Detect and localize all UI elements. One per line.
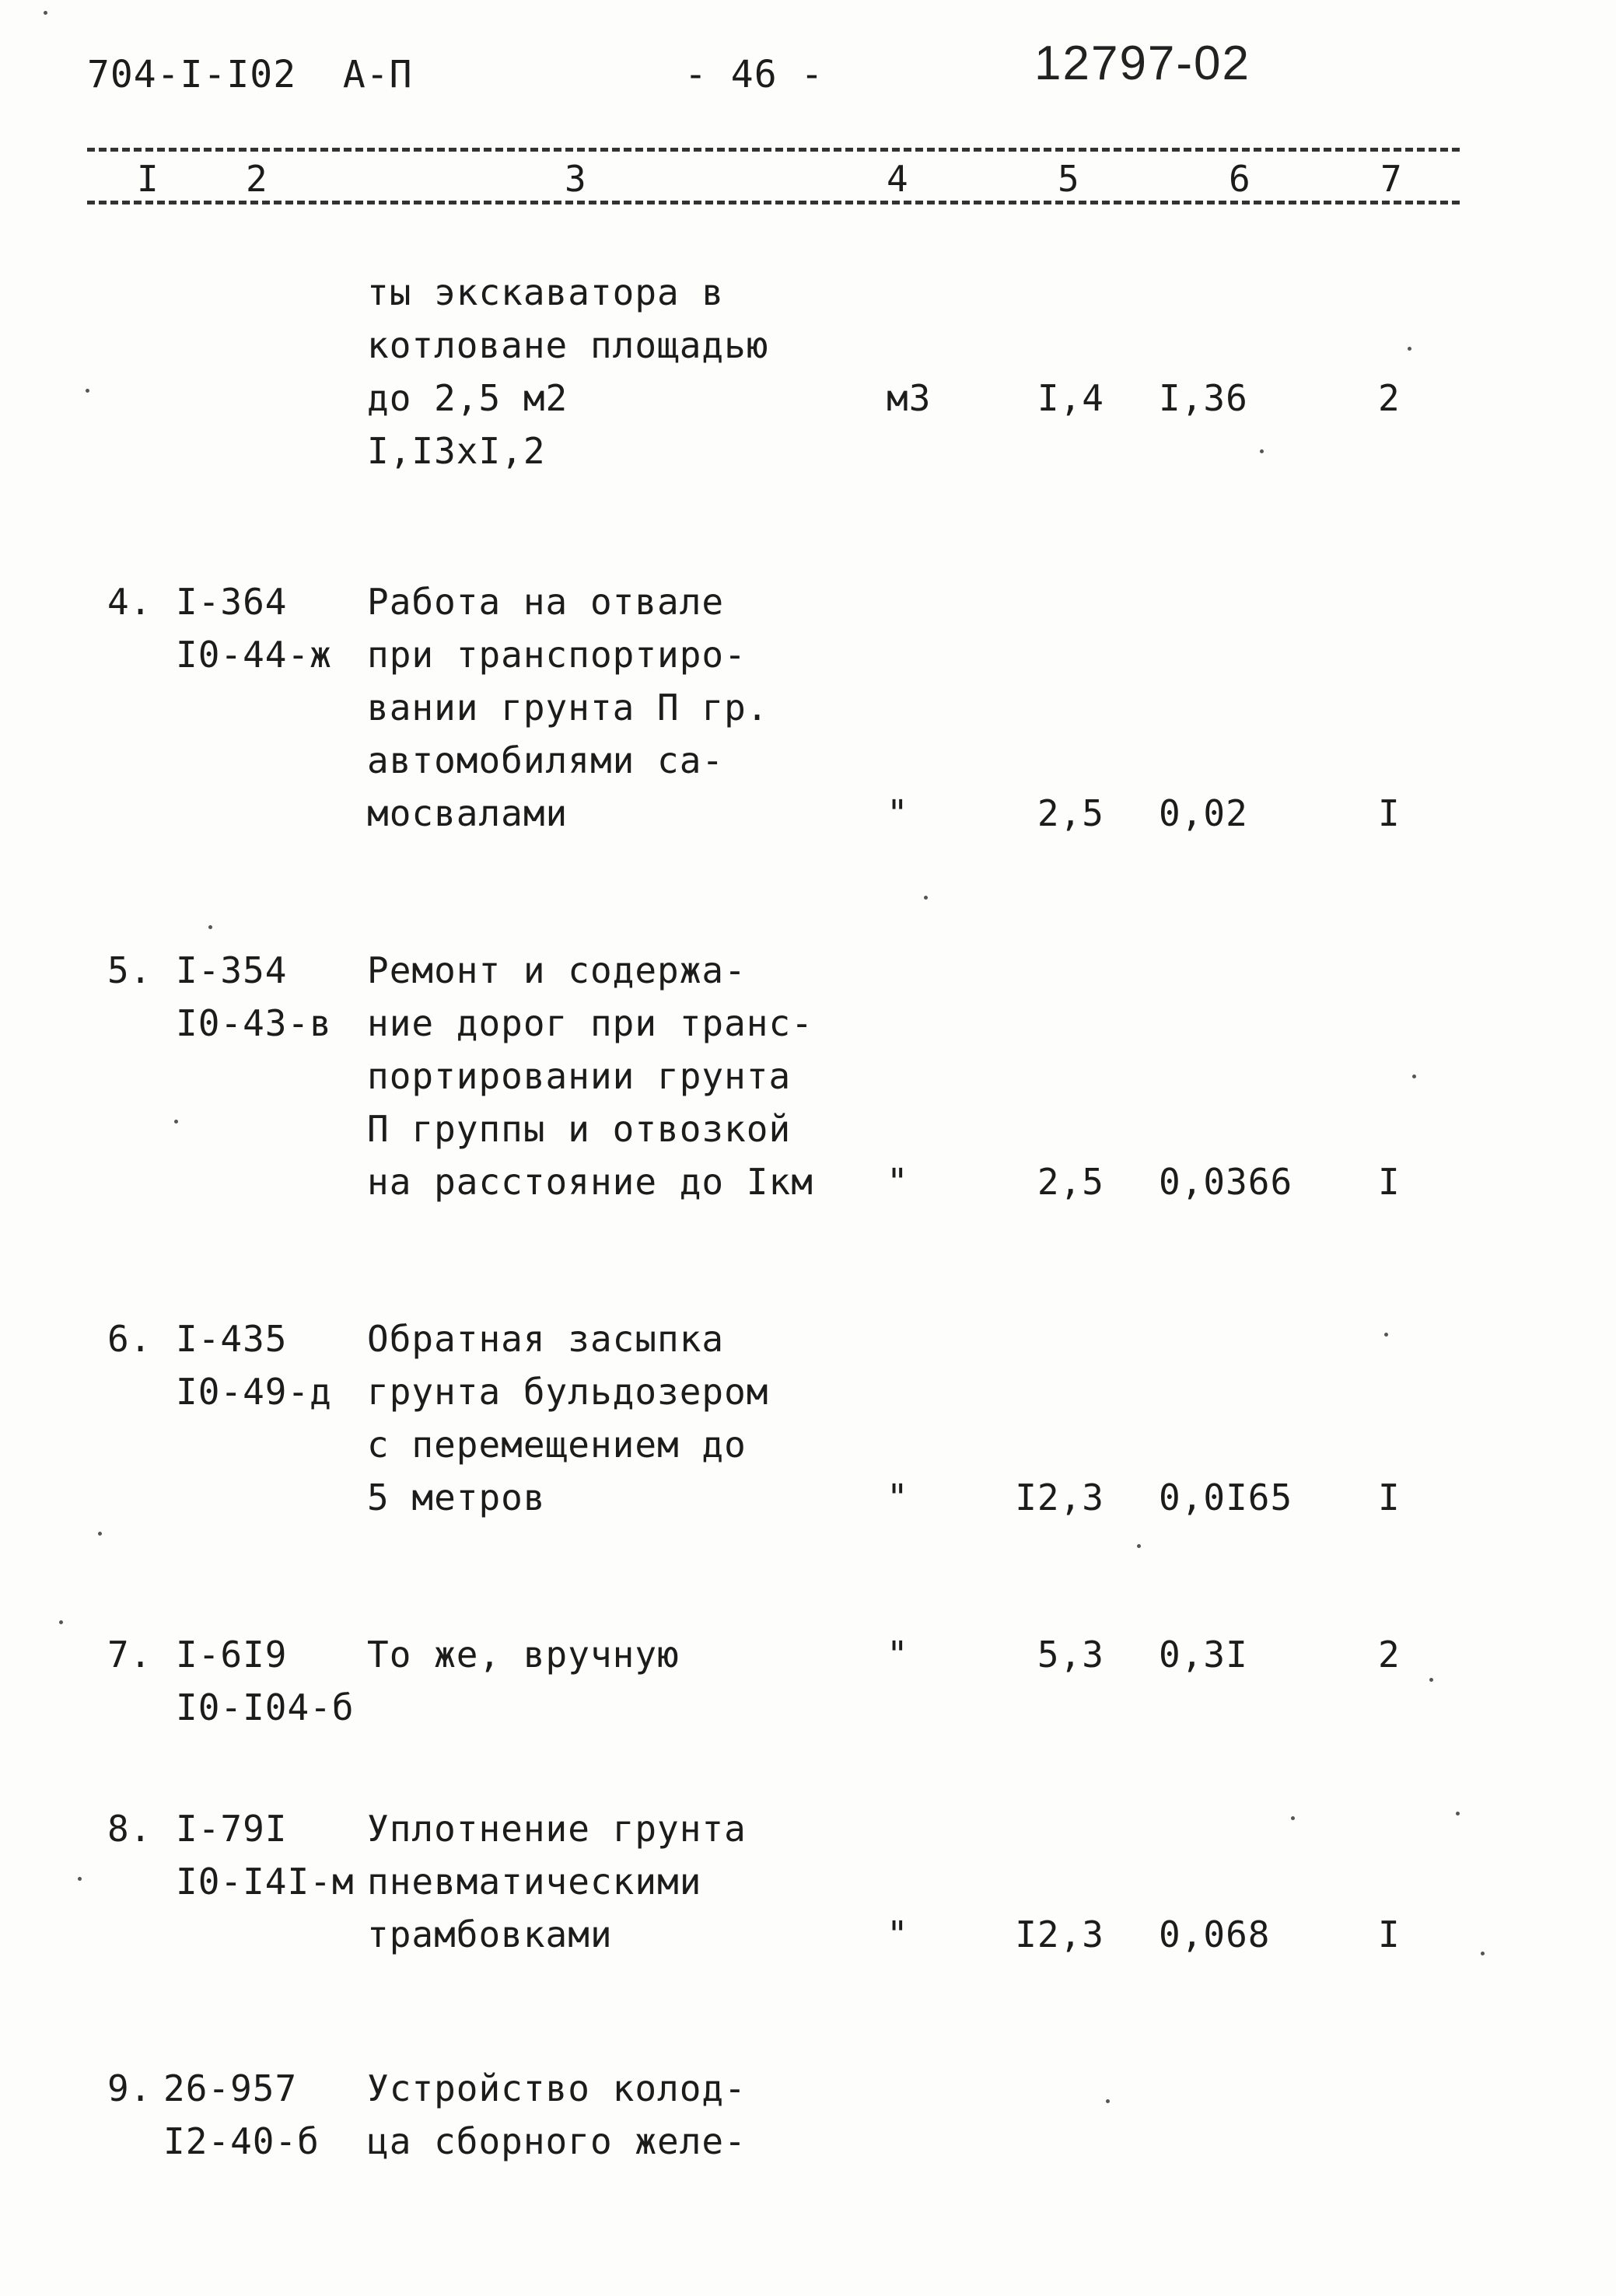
column-number-4: 4 — [887, 158, 909, 200]
header-rule-bottom — [87, 201, 1460, 204]
row-index: 9. — [107, 2067, 152, 2109]
column-number-6: 6 — [1229, 158, 1251, 200]
scan-speck — [1408, 347, 1411, 351]
row-description-line: 5 метров — [367, 1476, 546, 1518]
row-code-primary: I-354 — [176, 949, 288, 991]
scan-speck — [98, 1532, 102, 1536]
row-code-primary: I-79I — [176, 1808, 288, 1850]
stamp-number: 12797-02 — [1034, 37, 1251, 90]
column-number-1: I — [137, 158, 159, 200]
row-unit: " — [887, 1476, 909, 1518]
row-category: I — [1378, 1913, 1401, 1955]
row-index: 8. — [107, 1808, 152, 1850]
row-quantity: I2,3 — [1015, 1476, 1104, 1518]
row-category: 2 — [1378, 377, 1401, 419]
row-description-line: портировании грунта — [367, 1055, 792, 1097]
row-coefficient: 0,0I65 — [1159, 1476, 1293, 1518]
header-rule-top — [87, 148, 1460, 152]
scan-speck — [1384, 1333, 1388, 1337]
row-description-line: котловане площадью — [367, 324, 769, 366]
row-coefficient: 0,0366 — [1159, 1161, 1293, 1203]
row-description-line: ние дорог при транс- — [367, 1002, 813, 1044]
column-number-2: 2 — [246, 158, 268, 200]
row-description-line: I,I3xI,2 — [367, 430, 546, 472]
row-quantity: 5,3 — [1037, 1634, 1104, 1676]
row-category: 2 — [1378, 1634, 1401, 1676]
column-number-3: 3 — [565, 158, 587, 200]
row-code-primary: I-364 — [176, 581, 288, 623]
row-description-line: Обратная засыпка — [367, 1318, 725, 1360]
row-category: I — [1378, 792, 1401, 834]
row-coefficient: I,36 — [1159, 377, 1248, 419]
scan-speck — [1412, 1075, 1416, 1078]
row-code-secondary: I0-43-в — [176, 1002, 332, 1044]
row-category: I — [1378, 1476, 1401, 1518]
scan-speck — [1137, 1544, 1141, 1548]
scan-speck — [1260, 449, 1264, 453]
scan-speck — [44, 11, 47, 15]
scan-speck — [59, 1620, 63, 1624]
scan-speck — [1456, 1812, 1460, 1815]
row-coefficient: 0,068 — [1159, 1913, 1271, 1955]
row-description-line: на расстояние до Iкм — [367, 1161, 813, 1203]
scan-speck — [924, 896, 928, 900]
page-number: - 46 - — [684, 53, 824, 96]
row-description-line: при транспортиро- — [367, 634, 747, 676]
row-index: 4. — [107, 581, 152, 623]
row-description-line: автомобилями са- — [367, 739, 725, 781]
row-description-line: до 2,5 м2 — [367, 377, 568, 419]
row-description-line: трамбовками — [367, 1913, 613, 1955]
row-description-line: ты экскаватора в — [367, 271, 725, 313]
row-code-secondary: I0-49-д — [176, 1371, 332, 1413]
row-category: I — [1378, 1161, 1401, 1203]
row-unit: " — [887, 1161, 909, 1203]
row-description-line: вании грунта П гр. — [367, 687, 769, 729]
row-code-secondary: I0-44-ж — [176, 634, 332, 676]
column-number-7: 7 — [1380, 158, 1403, 200]
row-description-line: пневматическими — [367, 1861, 702, 1903]
row-code-secondary: I0-I4I-м — [176, 1861, 355, 1903]
row-description-line: Уплотнение грунта — [367, 1808, 747, 1850]
scan-speck — [1106, 2099, 1110, 2103]
row-unit: " — [887, 1634, 909, 1676]
row-description-line: То же, вручную — [367, 1634, 680, 1676]
row-description-line: Ремонт и содержа- — [367, 949, 747, 991]
scan-speck — [1481, 1952, 1485, 1955]
row-description-line: Работа на отвале — [367, 581, 725, 623]
scan-speck — [174, 1120, 178, 1124]
scan-speck — [78, 1877, 82, 1881]
row-quantity: 2,5 — [1037, 792, 1104, 834]
row-code-secondary: I0-I04-б — [176, 1686, 355, 1728]
scan-speck — [1429, 1678, 1433, 1682]
row-unit: " — [887, 792, 909, 834]
row-description-line: ца сборного желе- — [367, 2120, 747, 2162]
row-description-line: мосвалами — [367, 792, 568, 834]
row-quantity: I,4 — [1037, 377, 1104, 419]
row-index: 7. — [107, 1634, 152, 1676]
document-code: 704-I-I02 А-П — [87, 53, 413, 96]
scan-speck — [1291, 1816, 1295, 1820]
row-description-line: П группы и отвозкой — [367, 1108, 792, 1150]
scan-speck — [208, 925, 212, 929]
row-index: 6. — [107, 1318, 152, 1360]
row-description-line: грунта бульдозером — [367, 1371, 769, 1413]
row-unit: м3 — [887, 377, 932, 419]
column-number-5: 5 — [1058, 158, 1080, 200]
row-coefficient: 0,02 — [1159, 792, 1248, 834]
row-quantity: I2,3 — [1015, 1913, 1104, 1955]
scan-speck — [86, 389, 89, 393]
row-quantity: 2,5 — [1037, 1161, 1104, 1203]
row-coefficient: 0,3I — [1159, 1634, 1248, 1676]
row-code-primary: I-435 — [176, 1318, 288, 1360]
row-code-primary: I-6I9 — [176, 1634, 288, 1676]
row-unit: " — [887, 1913, 909, 1955]
row-description-line: с перемещением до — [367, 1424, 747, 1466]
row-index: 5. — [107, 949, 152, 991]
row-code-primary: 26-957 — [163, 2067, 298, 2109]
row-code-secondary: I2-40-б — [163, 2120, 320, 2162]
row-description-line: Устройство колод- — [367, 2067, 747, 2109]
